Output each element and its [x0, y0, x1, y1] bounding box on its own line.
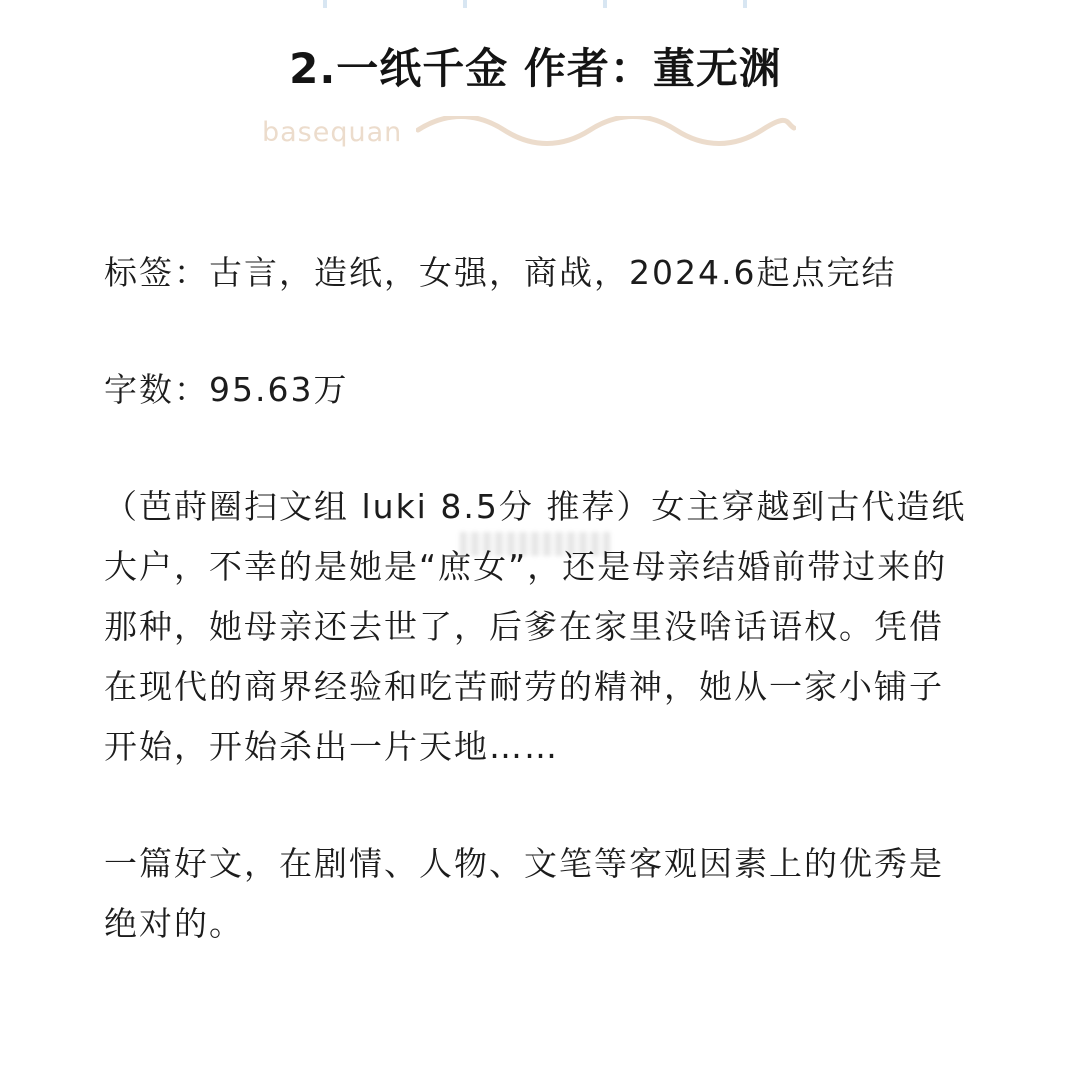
top-tick	[743, 0, 747, 8]
article-body	[104, 243, 970, 954]
top-decoration	[0, 0, 1071, 10]
watermark-text: basequan	[262, 117, 403, 148]
word-count-paragraph: 字数：95.63万	[104, 370, 349, 409]
top-tick	[463, 0, 467, 8]
top-tick	[323, 0, 327, 8]
review-paragraph: 一篇好文，在剧情、人物、文笔等客观因素上的优秀是绝对的。	[104, 844, 944, 943]
wave-decoration-icon	[416, 116, 796, 150]
top-tick	[603, 0, 607, 8]
watermark-row	[262, 110, 822, 160]
tags-paragraph: 标签：古言，造纸，女强，商战，2024.6起点完结	[104, 253, 897, 292]
page-title: 2.一纸千金 作者：董无渊	[289, 44, 782, 93]
summary-paragraph: （芭莳圈扫文组 luki 8.5分 推荐）女主穿越到古代造纸大户，不幸的是她是“庶女”，还是母亲结婚前带过来的那种，她母亲还去世了，后爹在家里没啥话语权。凭借在现代的商界经验和吃苦耐劳的精神，她从一家小铺子开始，开始杀出一片天地……	[104, 487, 967, 766]
